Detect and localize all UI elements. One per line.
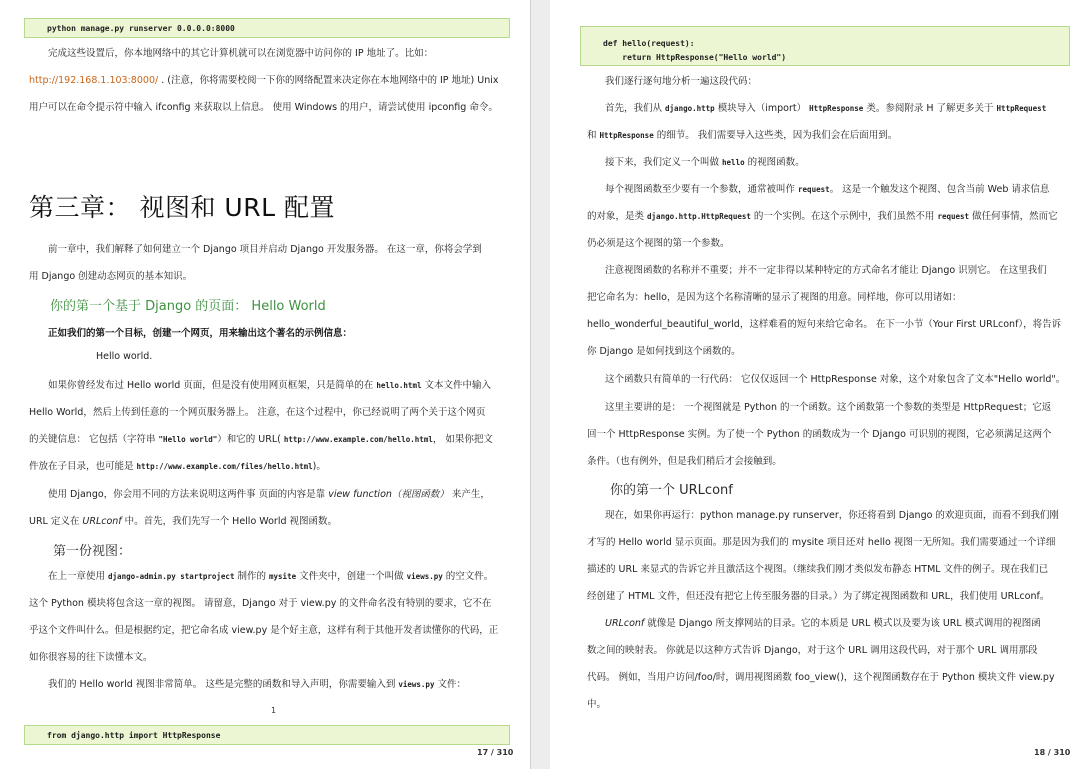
paragraph-django-2: URL 定义在 URLconf 中。首先，我们先写一个 Hello World 视图函数。	[29, 516, 338, 527]
paragraph-hello-1: 如果你曾经发布过 Hello world 页面，但是没有使用网页框架，只是简单的在 hello.html 文本文件中输入	[48, 380, 492, 391]
chapter-title: 第三章： 视图和 URL 配置	[29, 193, 335, 222]
paragraph-views-2: 这个 Python 模块将包含这一章的视图。 请留意，Django 对于 view.py 的文件命名没有特别的要求，它不在	[29, 598, 492, 609]
paragraph-runserver-3: 描述的 URL 来显式的告诉它并且激活这个视图。（继续我们刚才类似发布静态 HTML 文件的例子。现在我们已	[587, 564, 1049, 575]
paragraph-naming-1: 注意视图函数的名称并不重要；并不一定非得以某种特定的方式命名才能让 Django 识别它。 在这里我们	[605, 265, 1047, 276]
goal-statement: 正如我们的第一个目标，创建一个网页，用来输出这个著名的示例信息：	[48, 328, 353, 339]
code-block-hello-view: def hello(request): return HttpResponse("Hello world")	[580, 26, 1070, 66]
paragraph-runserver-4: 经创建了 HTML 文件，但还没有把它上传至服务器的目录。）为了绑定视图函数和 URL，我们使用 URLconf。	[587, 591, 1050, 602]
paragraph-chapter-2: 用 Django 创建动态网页的基本知识。	[29, 271, 193, 282]
paragraph-views-1: 在上一章使用 django-admin.py startproject 制作的 mysite 文件夹中，创建一个叫做 views.py 的空文件。	[48, 571, 494, 582]
page-number: 1	[271, 706, 277, 715]
page-17	[0, 0, 530, 769]
code-block-runserver: python manage.py runserver 0.0.0.0:8000	[24, 18, 510, 38]
section-heading-urlconf: 你的第一个 URLconf	[610, 483, 733, 498]
ip-link[interactable]: http://192.168.1.103:8000/	[29, 75, 159, 86]
paragraph-hello-2: Hello World，然后上传到任意的一个网页服务器上。 注意，在这个过程中，你已经说明了两个关于这个网页	[29, 407, 486, 418]
paragraph-naming-2: 把它命名为：hello，是因为这个名称清晰的显示了视图的用意。同样地，你可以用诸如：	[587, 292, 962, 303]
paragraph-urlconf-1: URLconf 就像是 Django 所支撑网站的目录。它的本质是 URL 模式以及要为该 URL 模式调用的视图函	[605, 618, 1041, 629]
paragraph-import-1: 首先，我们从 django.http 模块导入（import） HttpResponse 类。参阅附录 H 了解更多关于 HttpRequest	[605, 103, 1047, 114]
paragraph-define-view: 接下来，我们定义一个叫做 hello 的视图函数。	[605, 157, 805, 168]
paragraph-analysis: 我们逐行逐句地分析一遍这段代码：	[605, 76, 758, 87]
paragraph-request-3: 仍必须是这个视图的第一个参数。	[587, 238, 730, 249]
paragraph-runserver-2: 才写的 Hello world 显示页面。那是因为我们的 mysite 项目还对 hello 视图一无所知。我们需要通过一个详细	[587, 537, 1056, 548]
paragraph-naming-4: 你 Django 是如何找到这个函数的。	[587, 346, 741, 357]
paragraph-urlconf-3: 代码。 例如，当用户访问/foo/时，调用视图函数 foo_view()，这个视图函数存在于 Python 模块文件 view.py	[587, 672, 1055, 683]
paragraph-one-line: 这个函数只有简单的一行代码： 它仅仅返回一个 HttpResponse 对象，这个对象包含了文本"Hello world"。	[605, 374, 1066, 385]
paragraph-main-point-1: 这里主要讲的是： 一个视图就是 Python 的一个函数。这个函数第一个参数的类型是 HttpRequest；它返	[605, 402, 1052, 413]
paragraph-django-1: 使用 Django，你会用不同的方法来说明这两件事 页面的内容是靠 view function（视图函数） 来产生，	[48, 489, 490, 500]
page-label: 17 / 310	[477, 748, 514, 757]
code-block-import: from django.http import HttpResponse	[24, 725, 510, 745]
paragraph-naming-3: hello_wonderful_beautiful_world，这样难看的短句来给它命名。 在下一小节（Your First URLconf），将告诉	[587, 319, 1062, 330]
page-gutter	[530, 0, 550, 769]
paragraph-import-2: 和 HttpResponse 的细节。 我们需要导入这些类，因为我们会在后面用到。	[587, 130, 898, 141]
section-heading-hello-world: 你的第一个基于 Django 的页面： Hello World	[50, 299, 326, 314]
paragraph-urlconf-2: 数之间的映射表。 你就是以这种方式告诉 Django，对于这个 URL 调用这段代码，对于那个 URL 调用那段	[587, 645, 1038, 656]
paragraph-intro-2: http://192.168.1.103:8000/ . (注意，你将需要校阅一下你的网络配置来决定你在本地网络中的 IP 地址) Unix	[29, 75, 499, 86]
section-heading-first-view: 第一份视图：	[53, 544, 132, 559]
hello-example: Hello world.	[96, 351, 153, 362]
paragraph-request-2: 的对象，是类 django.http.HttpRequest 的一个实例。在这个示例中，我们虽然不用 request 做任何事情，然而它	[587, 211, 1058, 222]
paragraph-hello-3: 的关键信息： 它包括（字符串 "Hello world"）和它的 URL( http://www.example.com/hello.html， 如果你把文	[29, 434, 493, 445]
paragraph-main-point-2: 回一个 HttpResponse 实例。为了使一个 Python 的函数成为一个 Django 可识别的视图，它必须满足这两个	[587, 429, 1052, 440]
paragraph-chapter-1: 前一章中，我们解释了如何建立一个 Django 项目并启动 Django 开发服务器。 在这一章，你将会学到	[48, 244, 482, 255]
paragraph-views-5: 我们的 Hello world 视图非常简单。 这些是完整的函数和导入声明，你需要输入到 views.py 文件：	[48, 679, 466, 690]
paragraph-views-4: 如你很容易的往下读懂本文。	[29, 652, 153, 663]
paragraph-main-point-3: 条件。（也有例外，但是我们稍后才会接触到。	[587, 456, 782, 467]
paragraph-request-1: 每个视图函数至少要有一个参数，通常被叫作 request。 这是一个触发这个视图、包含当前 Web 请求信息	[605, 184, 1050, 195]
paragraph-hello-4: 件放在子目录，也可能是 http://www.example.com/files/hello.html)。	[29, 461, 326, 472]
page-divider	[530, 0, 531, 769]
paragraph-intro-3: 用户可以在命令提示符中输入 ifconfig 来获取以上信息。 使用 Windows 的用户，请尝试使用 ipconfig 命令。	[29, 102, 498, 113]
page-18	[550, 0, 1080, 769]
page-label: 18 / 310	[1034, 748, 1071, 757]
paragraph-intro-1: 完成这些设置后，你本地网络中的其它计算机就可以在浏览器中访问你的 IP 地址了。比如：	[48, 48, 434, 59]
paragraph-runserver-1: 现在，如果你再运行：python manage.py runserver，你还将看到 Django 的欢迎页面，而看不到我们刚	[605, 510, 1059, 521]
paragraph-views-3: 乎这个文件叫什么。但是根据约定，把它命名成 view.py 是个好主意，这样有利于其他开发者读懂你的代码，正	[29, 625, 499, 636]
paragraph-urlconf-4: 中。	[587, 699, 607, 710]
